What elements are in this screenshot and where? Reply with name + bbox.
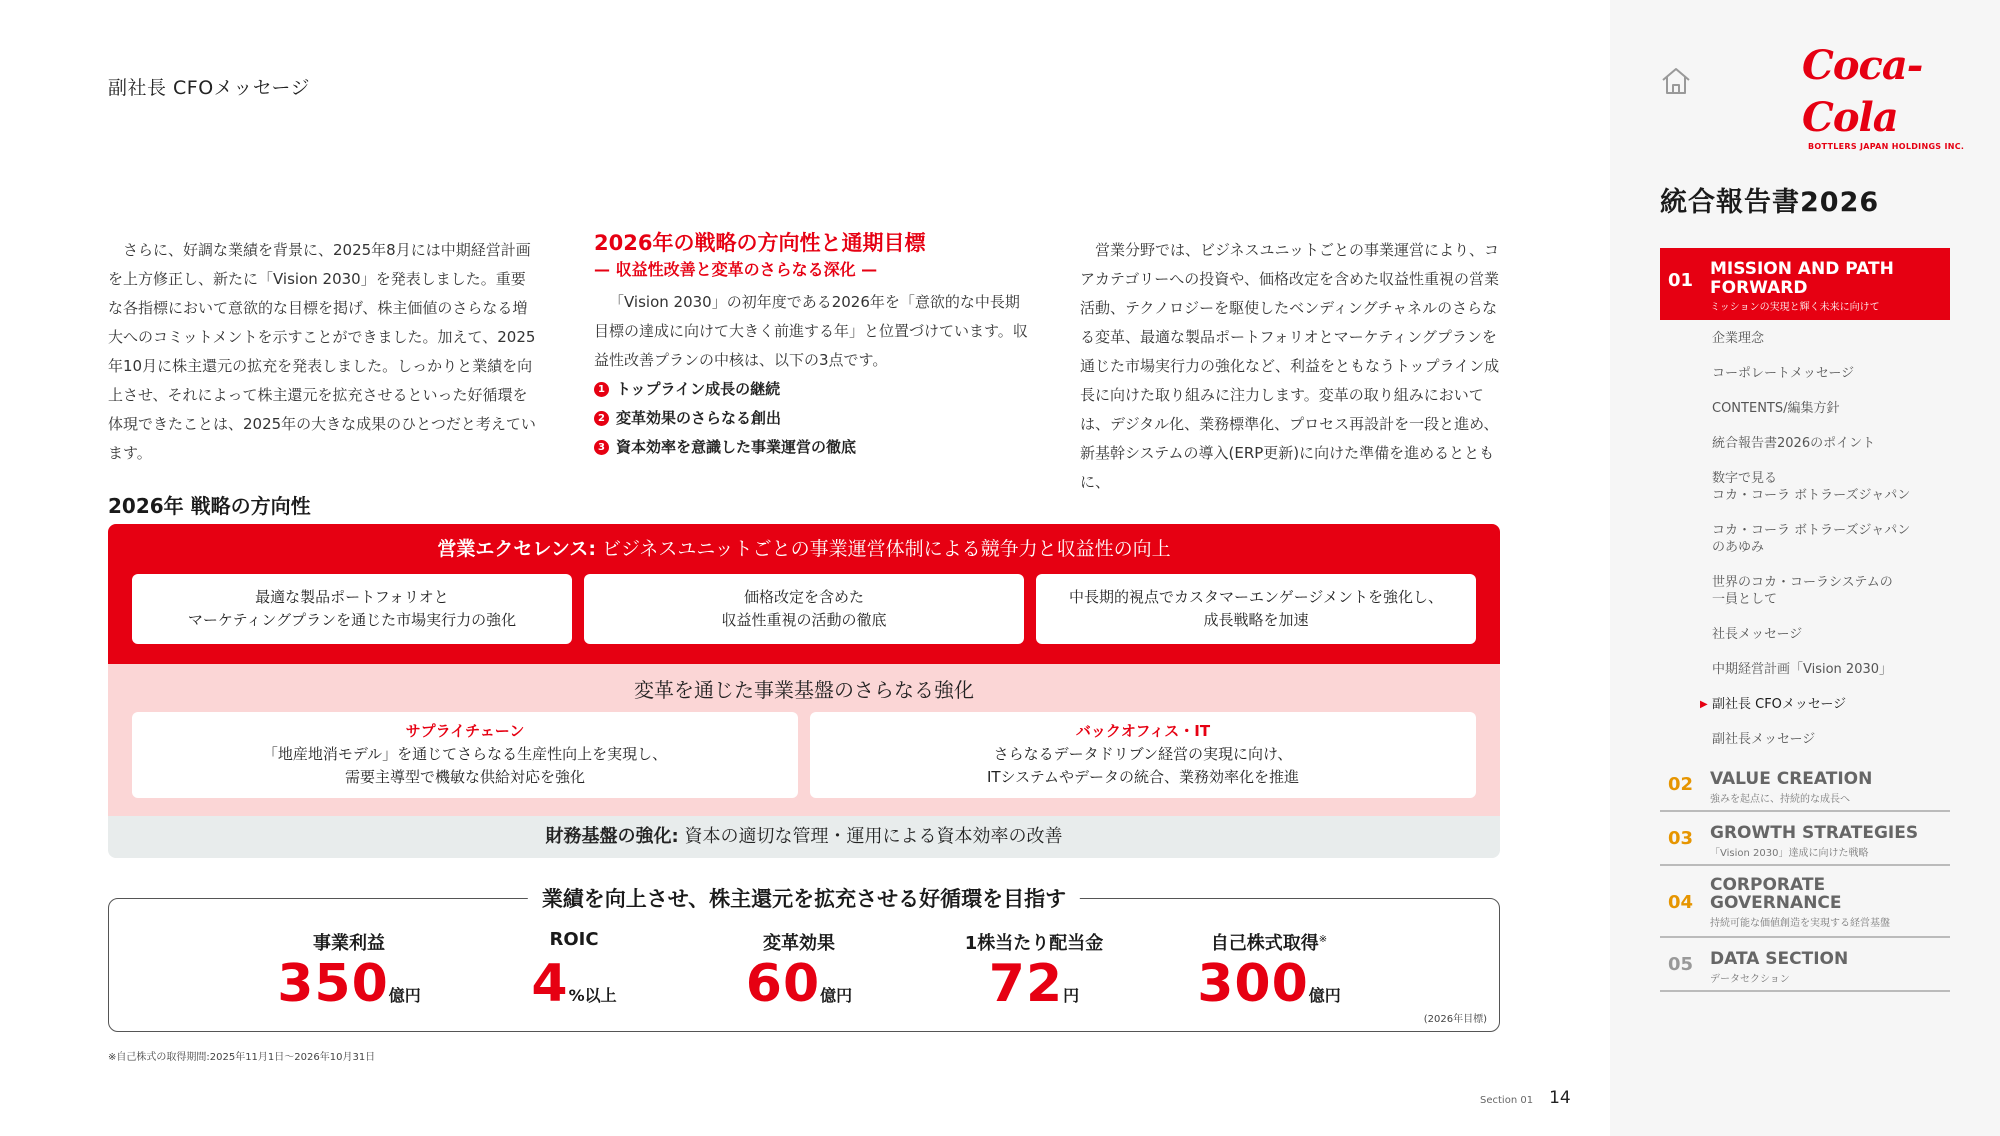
nav-section-05[interactable] [1660,938,1950,992]
kpi-share-buyback [1169,929,1369,1014]
kpi-unit: 円 [1063,986,1080,1005]
number-badge: 2 [594,411,609,426]
list-item [594,433,1030,462]
kpi-label: 1株当たり配当金 [964,933,1104,954]
section-subtitle: 「Vision 2030」達成に向けた戦略 [1710,848,1869,859]
page-number: 14 [1549,1088,1571,1108]
number-badge: 3 [594,440,609,455]
section-number: 02 [1668,774,1694,795]
band-title [108,534,1500,561]
page-footer [1480,1088,1571,1108]
strategy-heading: 2026年 戦略の方向性 [108,494,311,518]
nav-item-by-numbers[interactable]: 数字で見る コカ・コーラ ボトラーズジャパン [1712,471,1911,503]
section-subtitle: 持続可能な価値創造を実現する経営基盤 [1710,918,1890,929]
body-column-3 [1080,236,1508,497]
kpi-unit: 億円 [1308,986,1341,1005]
section-subtitle: データセクション [1710,974,1790,985]
financial-band [108,816,1500,858]
section-title: MISSION AND PATH FORWARD [1710,259,1894,298]
list-item-text: 資本効率を意識した事業運営の徹底 [616,438,857,456]
band-title-bold: 財務基盤の強化: [545,826,679,847]
nav-section-03[interactable] [1660,812,1950,866]
logo-script: Coca-Cola [1802,42,1923,141]
list-item-text: トップライン成長の継続 [616,380,781,398]
nav-item-philosophy[interactable]: 企業理念 [1712,331,1765,346]
kpi-label: ROIC [549,929,599,950]
band-title-bold: 営業エクセレンス: [437,538,596,560]
current-arrow-icon: ▶ [1700,699,1708,710]
nav-item-mid-term-plan[interactable]: 中期経営計画「Vision 2030」 [1712,662,1893,677]
kpi-value: 4 [531,954,569,1014]
sidebar [1610,0,2000,1136]
section-title: VALUE CREATION [1710,769,1873,789]
kpi-title: 業績を向上させ、株主還元を拡充させる好循環を目指す [528,883,1080,913]
section-title: CORPORATE GOVERNANCE [1710,875,1842,913]
body-text: さらに、好調な業績を背景に、2025年8月には中期経営計画を上方修正し、新たに「Vision 2030」を発表しました。重要な各指標において意欲的な目標を掲げ、株主価値のさらなる増大へのコミットメントを示すことができました。加えて、2025年10月に株主還元の拡充を発表しました。しっかりと業績を向上させ、それによって株主還元を拡充させるといった好循環を体現できたことは、2025年の大きな成果のひとつだと考えています。 [108,241,536,462]
company-logo [1802,40,1972,151]
section-number: 04 [1668,892,1694,913]
kpi-note: (2026年目標) [1423,1014,1487,1025]
nav-item-vp-message[interactable]: 副社長メッセージ [1712,732,1816,747]
band-title: 変革を通じた事業基盤のさらなる強化 [634,678,974,702]
kpi-value: 350 [277,954,389,1014]
nav-item-global-system[interactable]: 世界のコカ・コーラシステムの 一員として [1712,575,1893,607]
body-text: 営業分野では、ビジネスユニットごとの事業運営により、コアカテゴリーへの投資や、価格改定を含めた収益性重視の営業活動、テクノロジーを駆使したベンディングチャネルのさらなる変革、最適な製品ポートフォリオとマーケティングプランを通じた市場実行力の強化など、利益をともなうトップライン成長に向けた取り組みに注力します。変革の取り組みにおいては、デジタル化、業務標準化、プロセス再設計を一段と進め、新基幹システムの導入(ERP更新)に向けた準備を進めるとともに、 [1080,241,1500,491]
kpi-label: 事業利益 [313,933,385,954]
page-title: 副社長 CFOメッセージ [108,77,311,99]
box-title: バックオフィス・IT [1075,722,1211,740]
number-badge: 1 [594,382,609,397]
section-title: GROWTH STRATEGIES [1710,823,1919,843]
box-line: 需要主導型で機敏な供給対応を強化 [344,768,585,786]
strategy-box [584,574,1024,644]
sales-excellence-band [108,524,1500,664]
list-item [594,404,1030,433]
list-item [594,375,1030,404]
nav-item-corporate-message[interactable]: コーポレートメッセージ [1712,366,1855,381]
section-heading: 2026年の戦略の方向性と通期目標 [594,231,926,255]
box-line: 成長戦略を加速 [1203,611,1309,629]
kpi-unit: 億円 [820,986,853,1005]
strategy-box [1036,574,1476,644]
footnote: ※自己株式の取得期間:2025年11月1日〜2026年10月31日 [108,1052,376,1063]
section-number: 01 [1668,270,1694,291]
strategy-box [132,574,572,644]
logo-subtext: BOTTLERS JAPAN HOLDINGS INC. [1808,142,1965,151]
box-line: 「地産地消モデル」を通じてさらなる生産性向上を実現し、 [262,745,668,763]
section-title: DATA SECTION [1710,949,1849,969]
kpi-targets-box [108,887,1500,1032]
box-line: 価格改定を含めた [743,588,864,606]
body-column-2 [594,228,1030,462]
nav-item-president-message[interactable]: 社長メッセージ [1712,627,1803,642]
kpi-operating-profit [259,929,439,1014]
kpi-label: 自己株式取得※ [1210,933,1328,954]
nav-section-01[interactable] [1660,248,1950,320]
kpi-label: 変革効果 [763,933,835,954]
nav-item-cfo-message[interactable]: ▶ 副社長 CFOメッセージ [1700,697,1847,712]
band-title-text: 資本の適切な管理・運用による資本効率の改善 [678,826,1063,847]
box-line: 収益性重視の活動の徹底 [721,611,887,629]
kpi-value: 300 [1197,954,1309,1014]
kpi-roic [484,929,664,1014]
box-line: 最適な製品ポートフォリオと [255,588,449,606]
section-subtitle: 強みを起点に、持続的な成長へ [1710,794,1850,805]
box-title: サプライチェーン [405,722,525,740]
nav-item-history[interactable]: コカ・コーラ ボトラーズジャパン のあゆみ [1712,523,1911,555]
transformation-band [108,664,1500,816]
section-number: 03 [1668,828,1694,849]
kpi-value: 60 [745,954,821,1014]
strategy-box [132,712,798,798]
kpi-dividend-per-share [934,929,1134,1014]
home-icon[interactable] [1660,66,1692,96]
nav-item-report-points[interactable]: 統合報告書2026のポイント [1712,436,1876,451]
section-subtitle: ミッションの実現と輝く未来に向けて [1710,302,1880,313]
list-item-text: 変革効果のさらなる創出 [616,409,782,427]
report-title: 統合報告書2026 [1660,187,1880,218]
nav-item-contents[interactable]: CONTENTS/編集方針 [1712,401,1840,416]
nav-section-02[interactable] [1660,758,1950,812]
box-line: さらなるデータドリブン経営の実現に向け、 [993,745,1293,763]
nav-section-04[interactable] [1660,866,1950,938]
body-column-1 [108,236,536,468]
kpi-unit: 億円 [388,986,421,1005]
nav-sub-list [1660,328,1950,748]
kpi-transformation-effect [709,929,889,1014]
box-line: ITシステムやデータの統合、業務効率化を推進 [986,768,1300,786]
box-line: マーケティングプランを通じた市場実行力の強化 [187,611,517,629]
band-title-text: ビジネスユニットごとの事業運営体制による競争力と収益性の向上 [595,538,1171,560]
box-line: 中長期的視点でカスタマーエンゲージメントを強化し、 [1069,588,1443,606]
kpi-value: 72 [988,954,1064,1014]
body-text: 「Vision 2030」の初年度である2026年を「意欲的な中長期目標の達成に向けて大きく前進する年」と位置づけています。収益性改善プランの中核は、以下の3点です。 [594,293,1028,369]
section-number: 05 [1668,954,1694,975]
kpi-unit: %以上 [568,986,617,1005]
section-subheading: — 収益性改善と変革のさらなる深化 — [594,260,878,279]
section-label: Section 01 [1480,1095,1534,1106]
strategy-box [810,712,1476,798]
